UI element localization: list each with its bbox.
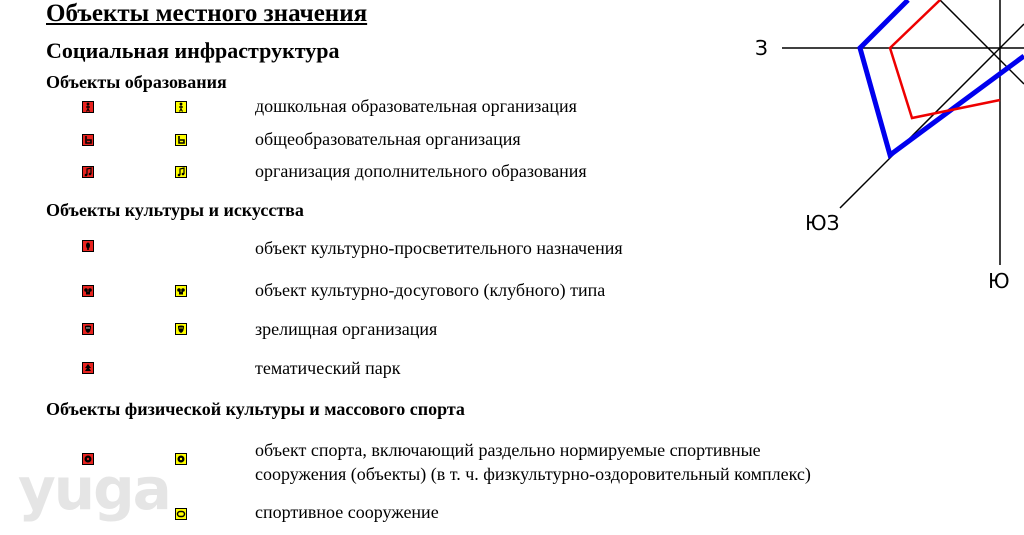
legend-label-cultural-educational: объект культурно-просветительного назначения — [255, 238, 623, 258]
direction-label-south: Ю — [988, 269, 1010, 293]
legend-label-theme-park: тематический парк — [255, 358, 401, 378]
child-icon — [82, 101, 94, 113]
legend-label-additional-education: организация дополнительного образования — [255, 161, 587, 181]
legend-label-club: объект культурно-досугового (клубного) типа — [255, 280, 606, 300]
school-icon — [82, 134, 94, 146]
legend-label-sport-complex-line1: объект спорта, включающий раздельно нормируемые спортивные — [255, 440, 761, 460]
section-heading-education: Объекты образования — [46, 72, 227, 92]
legend-label-sport-complex-line2: сооружения (объекты) (в т. ч. физкультурно-оздоровительный комплекс) — [255, 464, 811, 484]
wind-rose-inner-line — [890, 0, 1000, 118]
legend-label-theatre: зрелищная организация — [255, 319, 438, 339]
music-note-icon — [82, 166, 94, 178]
book-icon — [82, 240, 94, 252]
park-icon — [82, 362, 94, 374]
club-icon — [82, 285, 94, 297]
legend-label-sport-facility: спортивное сооружение — [255, 502, 439, 522]
section-heading-sport: Объекты физической культуры и массового спорта — [46, 399, 465, 419]
stadium-icon — [175, 508, 187, 520]
legend-label-preschool: дошкольная образовательная организация — [255, 96, 577, 116]
ball-icon — [175, 453, 187, 465]
club-icon — [175, 285, 187, 297]
section-heading-culture: Объекты культуры и искусства — [46, 200, 304, 220]
page-subtitle: Социальная инфраструктура — [46, 38, 340, 63]
child-icon — [175, 101, 187, 113]
wind-rose-diagram — [755, 0, 1024, 320]
theatre-mask-icon — [82, 323, 94, 335]
theatre-mask-icon — [175, 323, 187, 335]
school-icon — [175, 134, 187, 146]
watermark-logo: yuga — [18, 455, 170, 523]
legend-label-general-school: общеобразовательная организация — [255, 129, 521, 149]
page-title: Объекты местного значения — [46, 0, 368, 27]
music-note-icon — [175, 166, 187, 178]
direction-label-west: З — [755, 36, 768, 60]
direction-label-southwest: ЮЗ — [805, 211, 840, 235]
